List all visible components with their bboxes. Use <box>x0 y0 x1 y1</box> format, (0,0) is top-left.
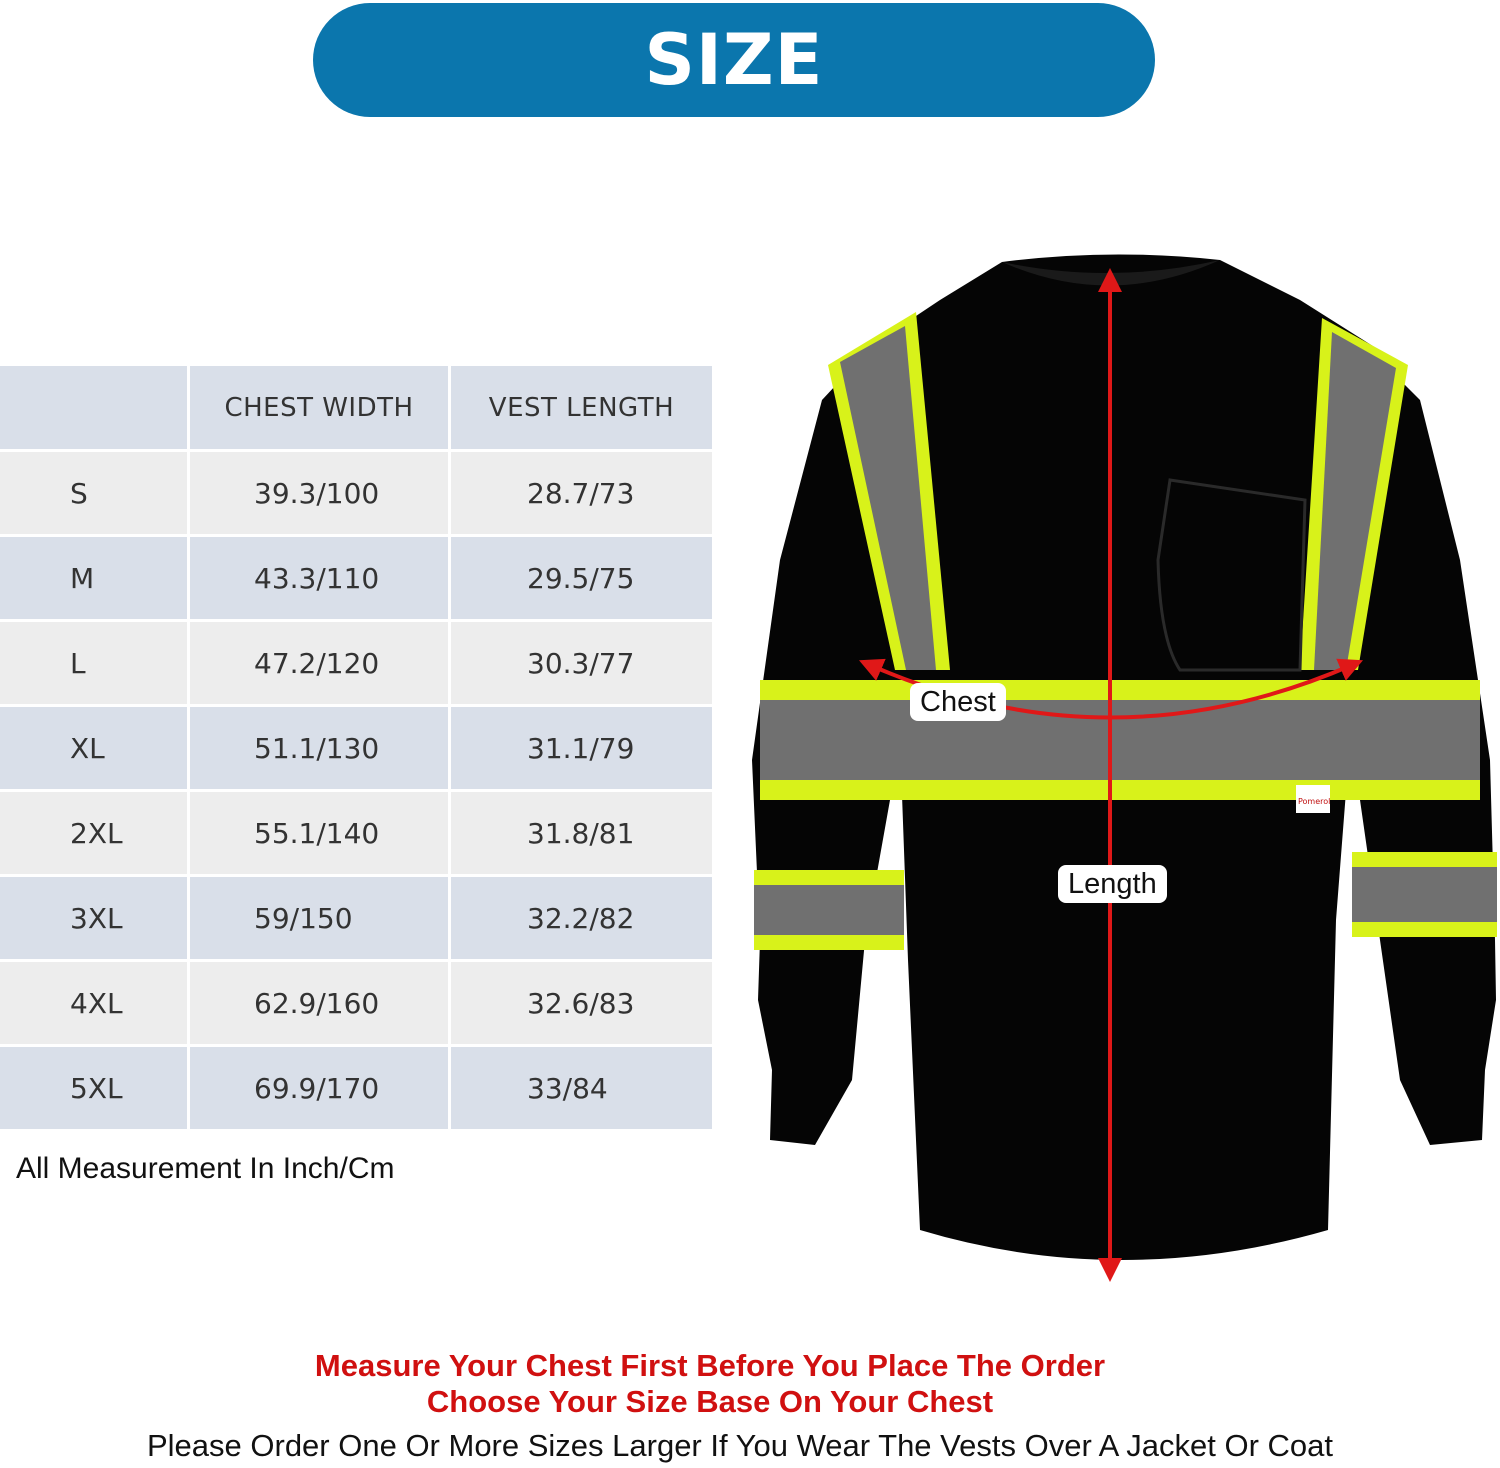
chest-width-cell: 51.1/130 <box>190 707 451 792</box>
vest-length-cell: 32.6/83 <box>451 962 712 1047</box>
right-cuff-band-reflective <box>1352 867 1497 922</box>
table-row <box>0 962 712 1047</box>
vest-length-cell: 32.2/82 <box>451 877 712 962</box>
vest-length-cell: 29.5/75 <box>451 537 712 622</box>
left-cuff-band-reflective <box>754 885 904 935</box>
table-row <box>0 537 712 622</box>
size-cell: 4XL <box>0 962 190 1047</box>
chest-band-reflective <box>760 700 1480 780</box>
chest-width-cell: 69.9/170 <box>190 1047 451 1132</box>
table-row <box>0 877 712 962</box>
header-cell-vest-length: VEST LENGTH <box>451 366 712 452</box>
chest-width-cell: 47.2/120 <box>190 622 451 707</box>
chest-label: Chest <box>910 683 1006 721</box>
vest-length-cell: 33/84 <box>451 1047 712 1132</box>
size-chart-table <box>0 366 712 1132</box>
size-cell: L <box>0 622 190 707</box>
size-title: SIZE <box>644 19 824 101</box>
length-label: Length <box>1058 865 1167 903</box>
measurement-unit-note: All Measurement In Inch/Cm <box>16 1152 395 1185</box>
size-title-banner <box>313 3 1155 117</box>
size-cell: 3XL <box>0 877 190 962</box>
table-row <box>0 452 712 537</box>
chest-width-cell: 59/150 <box>190 877 451 962</box>
measure-chest-note: Measure Your Chest First Before You Place The Order <box>314 1348 1106 1383</box>
table-row <box>0 792 712 877</box>
chest-width-cell: 43.3/110 <box>190 537 451 622</box>
vest-length-cell: 30.3/77 <box>451 622 712 707</box>
header-cell-chest-width: CHEST WIDTH <box>190 366 451 452</box>
shirt-diagram <box>740 240 1500 1290</box>
size-cell: XL <box>0 707 190 792</box>
chest-width-cell: 55.1/140 <box>190 792 451 877</box>
table-row <box>0 1047 712 1132</box>
size-cell: S <box>0 452 190 537</box>
table-header-row <box>0 366 712 452</box>
brand-tag-text: Pomerol <box>1298 797 1331 806</box>
size-cell: 2XL <box>0 792 190 877</box>
vest-length-cell: 28.7/73 <box>451 452 712 537</box>
vest-length-cell: 31.8/81 <box>451 792 712 877</box>
table-row <box>0 622 712 707</box>
vest-length-cell: 31.1/79 <box>451 707 712 792</box>
size-cell: M <box>0 537 190 622</box>
shirt-illustration <box>740 240 1500 1290</box>
size-cell: 5XL <box>0 1047 190 1132</box>
order-larger-note: Please Order One Or More Sizes Larger If You Wear The Vests Over A Jacket Or Coat <box>146 1428 1333 1463</box>
header-cell-size <box>0 366 190 452</box>
table-row <box>0 707 712 792</box>
choose-size-note: Choose Your Size Base On Your Chest <box>426 1384 994 1419</box>
chest-width-cell: 62.9/160 <box>190 962 451 1047</box>
chest-width-cell: 39.3/100 <box>190 452 451 537</box>
